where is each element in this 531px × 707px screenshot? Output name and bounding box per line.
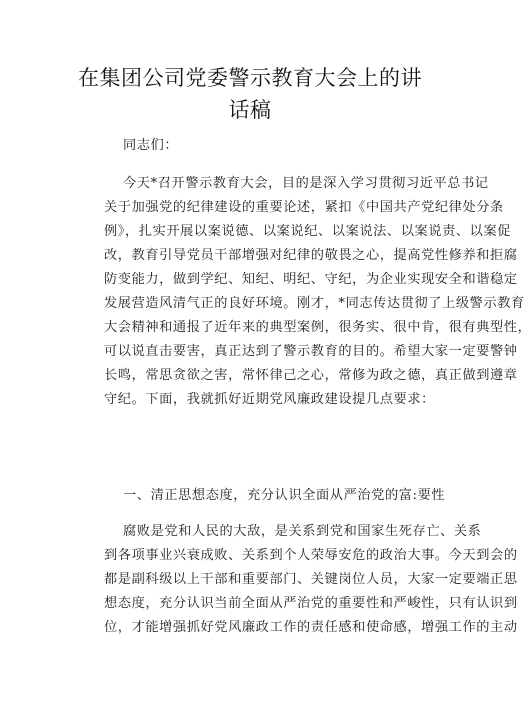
paragraph-1-line: 例》，扎实开展以案说德、以案说纪、以案说法、以案说责、以案促 [104,224,512,239]
salutation: 同志们： [123,138,179,153]
paragraph-1-line: 今天*召开警示教育大会，目的是深入学习贯彻习近平总书记 [123,176,489,191]
paragraph-1-line: 防变能力，做到学纪、知纪、明纪、守纪，为企业实现安全和谐稳定 [104,272,518,287]
paragraph-2-line: 想态度，充分认识当前全面从严治党的重要性和严峻性，只有认识到 [104,596,518,611]
document-title-line-2: 话稿 [228,98,272,122]
paragraph-1-line: 大会精神和通报了近年来的典型案例，很务实、很中肯，很有典型性， [104,320,531,335]
paragraph-1-line: 长鸣，常思贪欲之害，常怀律己之心，常修为政之德，真正做到遵章 [104,368,518,383]
paragraph-2-line: 位，才能增强抓好党风廉政工作的责任感和使命感，增强工作的主动 [104,620,518,635]
paragraph-1 [104,172,531,412]
paragraph-1-line: 守纪。下面，我就抓好近期党风廉政建设提几点要求： [104,392,435,407]
section-heading-1: 一、清正思想态度，充分认识全面从严治党的富:要性 [123,488,446,503]
paragraph-1-line: 改，教育引导党员干部增强对纪律的敬畏之心，提高党性修养和拒腐 [104,248,518,263]
paragraph-2-line: 到各项事业兴衰成败、关系到个人荣辱安危的政治大事。今天到会的 [104,548,518,563]
document-title-line-1: 在集团公司党委警示教育大会上的讲 [78,66,422,90]
paragraph-1-line: 可以说直击要害，真正达到了警示教育的目的。希望大家一定要警钟 [104,344,518,359]
paragraph-2-line: 腐败是党和人民的大敌，是关系到党和国家生死存亡、关系 [123,524,482,539]
paragraph-2 [104,520,518,640]
paragraph-2-line: 都是副科级以上干部和重要部门、关键岗位人员，大家一定要端正思 [104,572,518,587]
paragraph-1-line: 关于加强党的纪律建设的重要论述，紧扣《中国共产党纪律处分条 [104,200,504,215]
paragraph-1-line: 发展营造风清气正的良好环境。刚才，*同志传达贯彻了上级警示教育 [104,296,525,311]
